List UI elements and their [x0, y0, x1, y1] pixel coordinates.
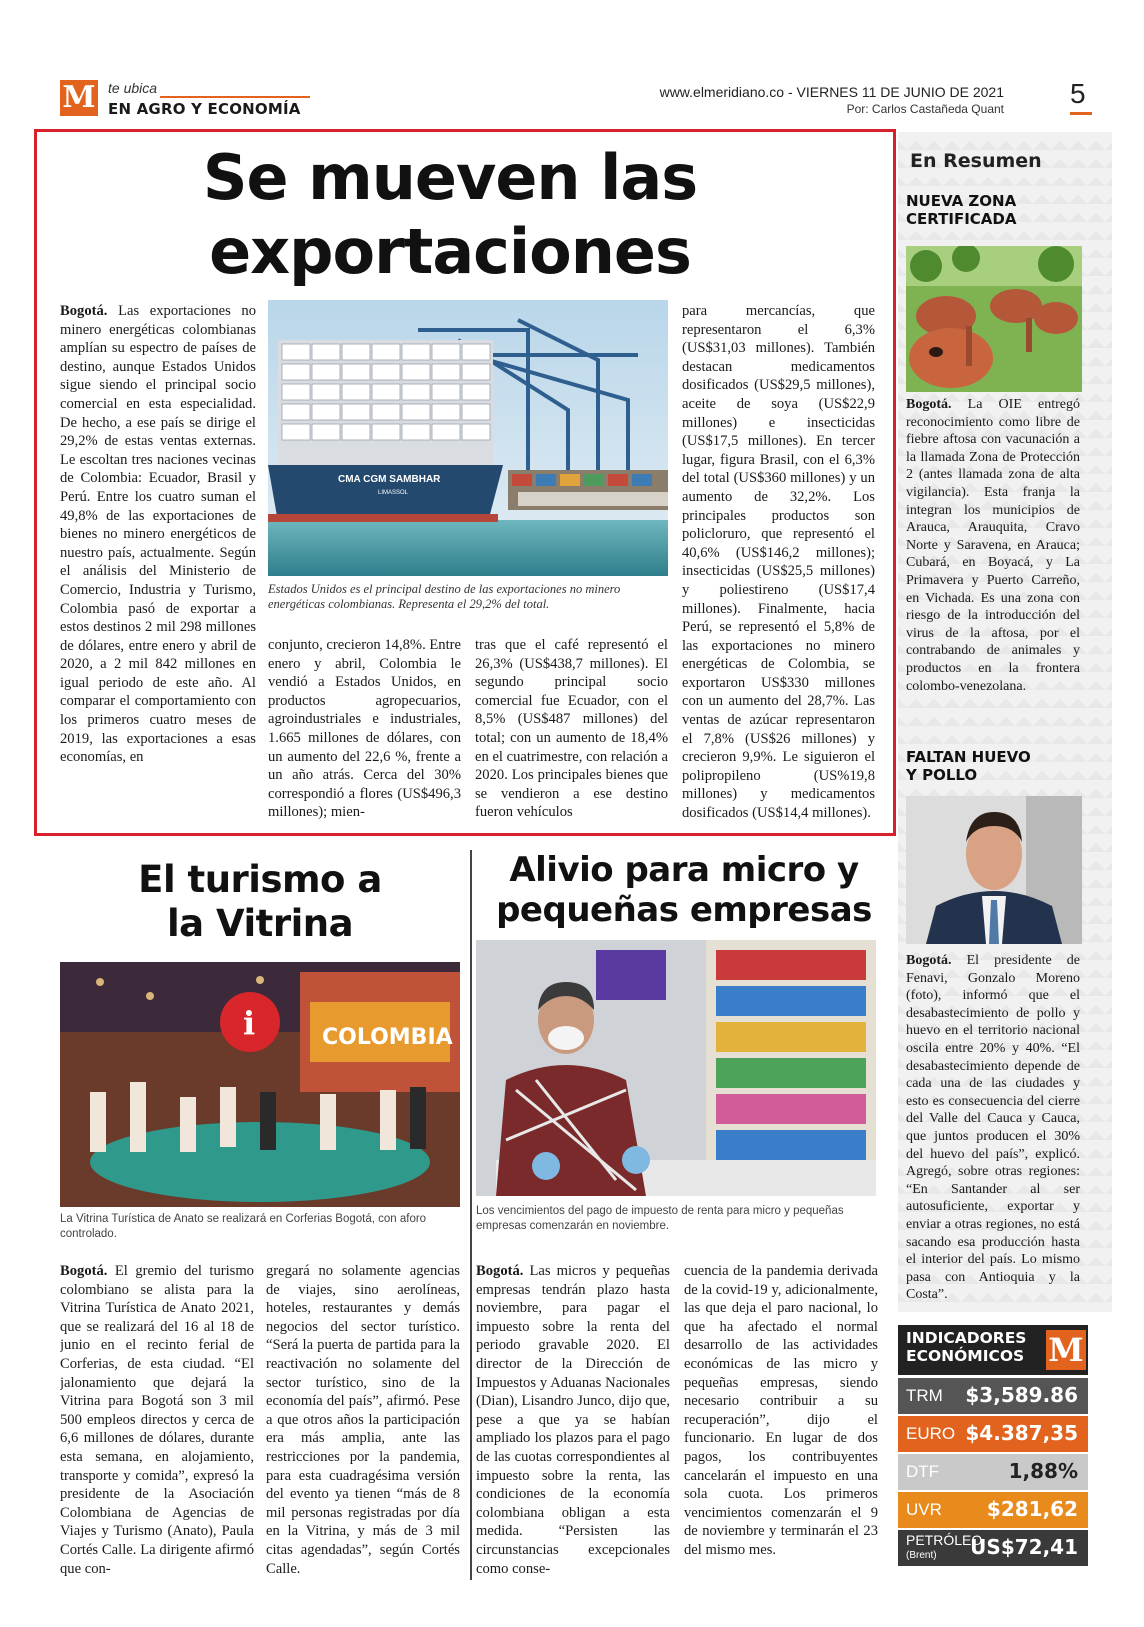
- indicator-row: [898, 1492, 1088, 1528]
- main-column-2: [268, 636, 461, 826]
- indicator-label: PETRÓLEO: [906, 1532, 983, 1548]
- section-kicker: te ubica: [108, 80, 158, 96]
- ship-illustration: [268, 300, 668, 576]
- sidebar-item2-text: [906, 952, 1080, 1312]
- site-and-date: www.elmeridiano.co - VIERNES 11 DE JUNIO DE 2021: [659, 84, 1004, 100]
- cattle-illustration: [906, 246, 1082, 392]
- indicator-row: [898, 1378, 1088, 1414]
- sidebar-item1-dateline: Bogotá.: [906, 397, 952, 412]
- main-col1-text: Las exportaciones no minero energéticas colombianas amplían su espectro de países de destino, aunque Estados Unidos sigue siendo el principal socio comercial en esta especialidad. De hecho, a ese país se dirige el 29,2% de estas ventas externas. Le escoltan tres naciones vecinas de Colombia: Ecuador, Brasil y Perú. Entre los cuatro suman el 49,8% de las exportaciones de bienes no minero energéticos de nuestro país, actualmente. Según el análisis del Ministerio de Comercio, Industria y Turismo, Colombia pasó de exportar a estos destinos 2 mil 298 millones de dólares, entre enero y abril de 2020, a 2 mil 842 millones en igual periodo de este año. Al comparar el comportamiento con los primeros cuatro meses de 2019, las exportaciones a esas economías, en: [60, 303, 256, 766]
- indicator-value: 1,88%: [1008, 1459, 1078, 1483]
- main-headline-line-2: exportaciones: [209, 215, 691, 288]
- indicator-value: $4.387,35: [965, 1421, 1078, 1445]
- turismo-headline-line-1: El turismo a: [138, 858, 382, 901]
- main-column-1: [60, 302, 256, 822]
- main-headline-line-1: Se mueven las: [202, 141, 698, 214]
- turismo-column-2: [266, 1262, 460, 1582]
- indicators-logo: M: [1046, 1330, 1086, 1370]
- main-col3-text: tras que el café representó el 26,3% (US$438,7 millones). El segundo principal socio comercial fue Ecuador, con el 8,5% (US$487 millones) del total; con un aumento de 18,4% en el cuatrimestre, con relación a 2020. Los principales bienes que se vendieron a ese destino fueron vehículos: [475, 637, 668, 821]
- indicator-label: UVR: [906, 1500, 942, 1519]
- ship-photo-caption: Estados Unidos es el principal destino de las exportaciones no minero energéticas colombianas. Representa el 29,2% del total.: [268, 582, 621, 611]
- turismo-headline-line-2: la Vitrina: [166, 902, 354, 945]
- shop-photo-caption: Los vencimientos del pago de impuesto de renta para micro y pequeñas empresas comenzarán en noviembre.: [476, 1205, 844, 1232]
- turismo-dateline: Bogotá.: [60, 1263, 108, 1279]
- empresas-headline-line-2: pequeñas empresas: [496, 890, 872, 930]
- byline: Por: Carlos Castañeda Quant: [846, 102, 1004, 116]
- sidebar-item2-dateline: Bogotá.: [906, 953, 952, 968]
- cattle-photo: [906, 246, 1082, 392]
- main-column-4: [682, 302, 875, 824]
- main-col4-text: para mercancías, que representaron el 6,3% (US$31,03 millones). También destacan medicamentos dosificados (US$29,5 millones), aceite de soya (US$22,9 millones) e insecticidas (US$17,5 millones). En tercer lugar, figura Brasil, con el 6,3% del total (US$360 millones) y un aumento de 32,2%. Los principales productos son policloruro, que representó el 40,6% (US$146,2 millones); insecticidas (US$25,5 millones) y poliestireno (US$17,4 millones). Finalmente, hacia Perú, se representó el 5,8% de las exportaciones no minero energéticas de Colombia, se exportaron US$330 millones con un aumento del 28,7%. Las ventas de azúcar representaron el 7,8% (US$26 millones) y crecieron 9,9%. Le siguieron el polipropileno (US%19,8 millones) y medicamentos dosificados (US$14,4 millones).: [682, 303, 875, 822]
- sidebar-item2-head-line-2: Y POLLO: [906, 766, 978, 784]
- sidebar-item1-body: La OIE entregó reconocimiento como libre de fiebre aftosa con vacunación a la llamada Zona de Protección 2 (antes llamada zona de alta vigilancia). Esta franja la integran los municipios de Arauca, Arauquita, Cravo Norte y Saravena, en Arauca; Cubará, en Boyacá, y La Primavera y Puerto Carreño, en Vichada. Es una zona con riesgo de la introducción del virus de la aftosa, por el contrabando de animales y productos en la frontera colombo-venezolana.: [906, 397, 1080, 694]
- indicator-value: $3,589.86: [965, 1383, 1078, 1407]
- ship-name-text: CMA CGM SAMBHAR: [338, 474, 441, 485]
- empresas-headline-line-1: Alivio para micro y: [509, 850, 859, 890]
- main-column-3: [475, 636, 668, 826]
- sidebar-title: En Resumen: [910, 150, 1042, 172]
- indicator-value: $281,62: [986, 1497, 1078, 1521]
- indicators-title: [906, 1329, 1026, 1365]
- sidebar-item1-head-line-2: CERTIFICADA: [906, 210, 1017, 228]
- shop-photo: [476, 940, 876, 1196]
- indicators-title-line-2: ECONÓMICOS: [906, 1347, 1025, 1365]
- sidebar-item1-head-line-1: NUEVA ZONA: [906, 192, 1017, 210]
- shop-illustration: [476, 940, 876, 1196]
- vitrina-photo-caption: La Vitrina Turística de Anato se realizará en Corferias Bogotá, con aforo controlado.: [60, 1213, 427, 1240]
- vitrina-photo: [60, 962, 460, 1207]
- empresas-column-2: [684, 1262, 878, 1582]
- indicator-row: [898, 1416, 1088, 1452]
- portrait-illustration: [906, 796, 1082, 944]
- dateline: Bogotá.: [60, 303, 108, 319]
- section-rule: [160, 96, 310, 98]
- turismo-col1-text: El gremio del turismo colombiano se alista para la Vitrina Turística de Anato 2021, que se realizará del 16 al 18 de junio en el recinto ferial de Corferias, de esta ciudad. “El jalonamiento que dejará la Vitrina para Bogotá son 3 mil 500 empleos directos y cerca de 6,6 millones de dólares, durante esta semana, en alojamiento, transporte y comida”, expresó la presidente de la Asociación Colombiana de Agencias de Viajes y Turismo (Anato), Paula Cortés Calle. La dirigente afirmó que con-: [60, 1263, 254, 1577]
- indicator-label: DTF: [906, 1462, 940, 1481]
- indicators-title-line-1: INDICADORES: [906, 1329, 1027, 1347]
- empresas-col2-text: cuencia de la pandemia derivada de la covid-19 y, adicionalmente, las que deja el paro nacional, lo que ha afectado el normal desarrollo de las actividades económicas de las micro y pequeñas empresas, siendo necesario contribuir a su recuperación”, dijo el funcionario. En lugar de dos pagos, los contribuyentes cancelarán el impuesto en una sola cuota. Los primeros vencimientos comenzarán el 9 de noviembre y terminarán el 23 del mismo mes.: [684, 1263, 878, 1558]
- svg-text:i: i: [243, 1004, 256, 1042]
- sidebar-item2-body: El presidente de Fenavi, Gonzalo Moreno (foto), informó que el desabastecimiento de pollo y huevo en el territorio nacional oscila entre 20% y 40%. “El desabastecimiento depende de cada una de las ciudades y esto es consecuencia del cierre del Valle del Cauca y Cauca, que juntos producen el 30% del huevo del país”, explicó. Agregó, sobre otras regiones: “En Santander al ser autosuficiente, exportar y enviar a otras regiones, no está sacando esa producción hasta el interior del país. Lo mismo pasa con Antioquia y la Costa”.: [906, 953, 1080, 1303]
- sidebar-item2-head-line-1: FALTAN HUEVO: [906, 748, 1031, 766]
- indicator-value: US$72,41: [970, 1535, 1078, 1559]
- ship-port-text: LIMASSOL: [378, 490, 409, 496]
- page-number-rule: [1070, 112, 1092, 115]
- newspaper-logo: M: [60, 80, 98, 116]
- vitrina-sign-text: COLOMBIA: [322, 1025, 453, 1050]
- empresas-column-1: [476, 1262, 670, 1582]
- sidebar-item1-text: [906, 396, 1080, 726]
- indicator-row: [898, 1530, 1088, 1566]
- section-title: EN AGRO Y ECONOMÍA: [108, 100, 301, 118]
- turismo-col2-text: gregará no solamente agencias de viajes, sino aerolíneas, hoteles, restaurantes y demás negocios del sector turístico. “Será la puerta de partida para la reactivación no solamente del sector turístico, sino de la economía del país”, afirmó. Pese a que otros años la participación era más amplia, ante las restricciones por la pandemia, para esta cuadragésima versión del evento ya tienen “más de 8 mil personas registradas por día en la Vitrina, y más de 3 mil citas agendadas”, según Cortés Calle.: [266, 1263, 460, 1577]
- indicator-label: EURO: [906, 1424, 956, 1443]
- empresas-col1-text: Las micros y pequeñas empresas tendrán plazo hasta noviembre, para pagar el impuesto sobre la renta del periodo gravable 2020. El director de la Dirección de Impuestos y Aduanas Nacionales (Dian), Lisandro Junco, dijo que, pese a que ya se habían ampliado los plazos para el pago de las cuotas correspondientes al impuesto sobre la renta, las condiciones de la economía colombiana obligan a esta medida. “Persisten las circunstancias excepcionales como conse-: [476, 1263, 670, 1577]
- turismo-column-1: [60, 1262, 254, 1582]
- indicator-row: [898, 1454, 1088, 1490]
- main-col2-text: conjunto, crecieron 14,8%. Entre enero y abril, Colombia le vendió a Estados Unidos, en productos agropecuarios, agroindustriales e industriales, 1.665 millones de dólares, con un aumento del 22,6 %, frente a un año atrás. Cerca del 30% correspondió a flores (US$496,3 millones); mien-: [268, 637, 461, 821]
- ship-photo: [268, 300, 668, 576]
- empresas-dateline: Bogotá.: [476, 1263, 524, 1279]
- indicator-sublabel: (Brent): [906, 1550, 937, 1561]
- indicator-label: TRM: [906, 1386, 943, 1405]
- page-number: 5: [1070, 78, 1086, 109]
- vitrina-illustration: [60, 962, 460, 1207]
- fenavi-president-photo: [906, 796, 1082, 944]
- column-divider: [470, 850, 472, 1580]
